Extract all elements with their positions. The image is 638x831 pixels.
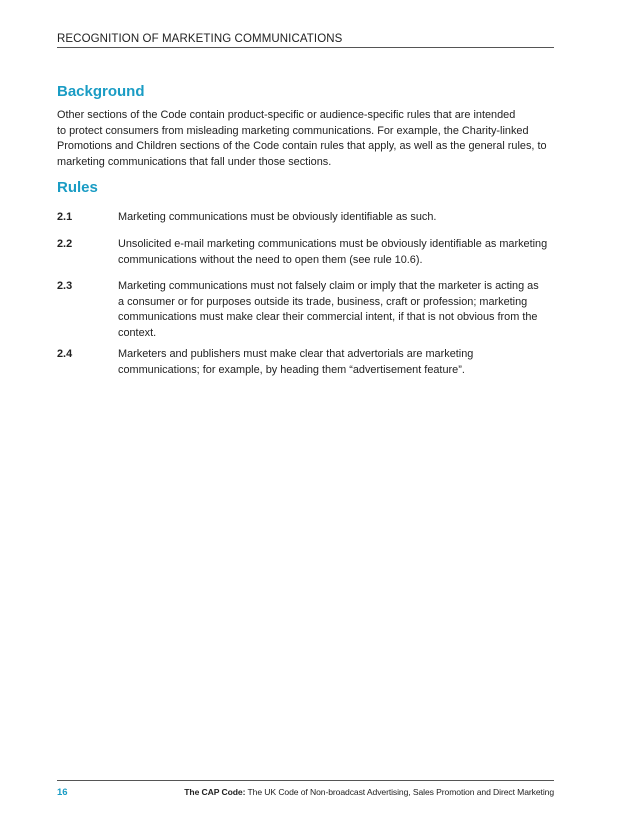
footer-title-rest: The UK Code of Non-broadcast Advertising, Sales Promotion and Direct Marketing [245, 787, 554, 797]
rule-text [118, 237, 558, 268]
rule-text [118, 347, 558, 378]
footer-title [184, 787, 554, 797]
rule-line: Unsolicited e-mail marketing communications must be obviously identifiable as marketing [118, 238, 548, 250]
page-number: 16 [57, 787, 68, 798]
background-line: Other sections of the Code contain product-specific or audience-specific rules that are intended [57, 109, 516, 121]
rule-line: a consumer or for purposes outside its trade, business, craft or profession; marketing [118, 295, 528, 308]
rules-heading: Rules [57, 179, 98, 196]
background-line: Promotions and Children sections of the Code contain rules that apply, as well as the general rules, to [57, 140, 547, 152]
header-divider [57, 47, 554, 48]
rule-number: 2.4 [57, 348, 73, 360]
rule-line: communications without the need to open them (see rule 10.6). [118, 253, 423, 266]
section-header: RECOGNITION OF MARKETING COMMUNICATIONS [57, 33, 343, 45]
background-paragraph [57, 108, 554, 170]
rule-text [118, 210, 558, 226]
rule-text [118, 279, 558, 341]
document-page [57, 0, 554, 831]
footer-divider [57, 780, 554, 781]
rule-number: 2.1 [57, 211, 73, 223]
rule-line: communications must make clear their commercial intent, if that is not obvious from the [118, 311, 538, 323]
background-heading: Background [57, 83, 145, 100]
rule-line: communications; for example, by heading them “advertisement feature”. [118, 363, 465, 376]
background-line: marketing communications that fall under those sections. [57, 155, 332, 168]
rule-line: context. [118, 326, 157, 339]
background-line: to protect consumers from misleading marketing communications. For example, the Charity-linked [57, 124, 529, 137]
footer-title-bold: The CAP Code: [184, 787, 246, 797]
rule-number: 2.2 [57, 238, 73, 250]
rule-line: Marketing communications must be obviously identifiable as such. [118, 211, 437, 223]
rule-line: Marketers and publishers must make clear that advertorials are marketing [118, 348, 474, 360]
rule-number: 2.3 [57, 280, 73, 292]
rule-line: Marketing communications must not falsely claim or imply that the marketer is acting as [118, 280, 539, 292]
